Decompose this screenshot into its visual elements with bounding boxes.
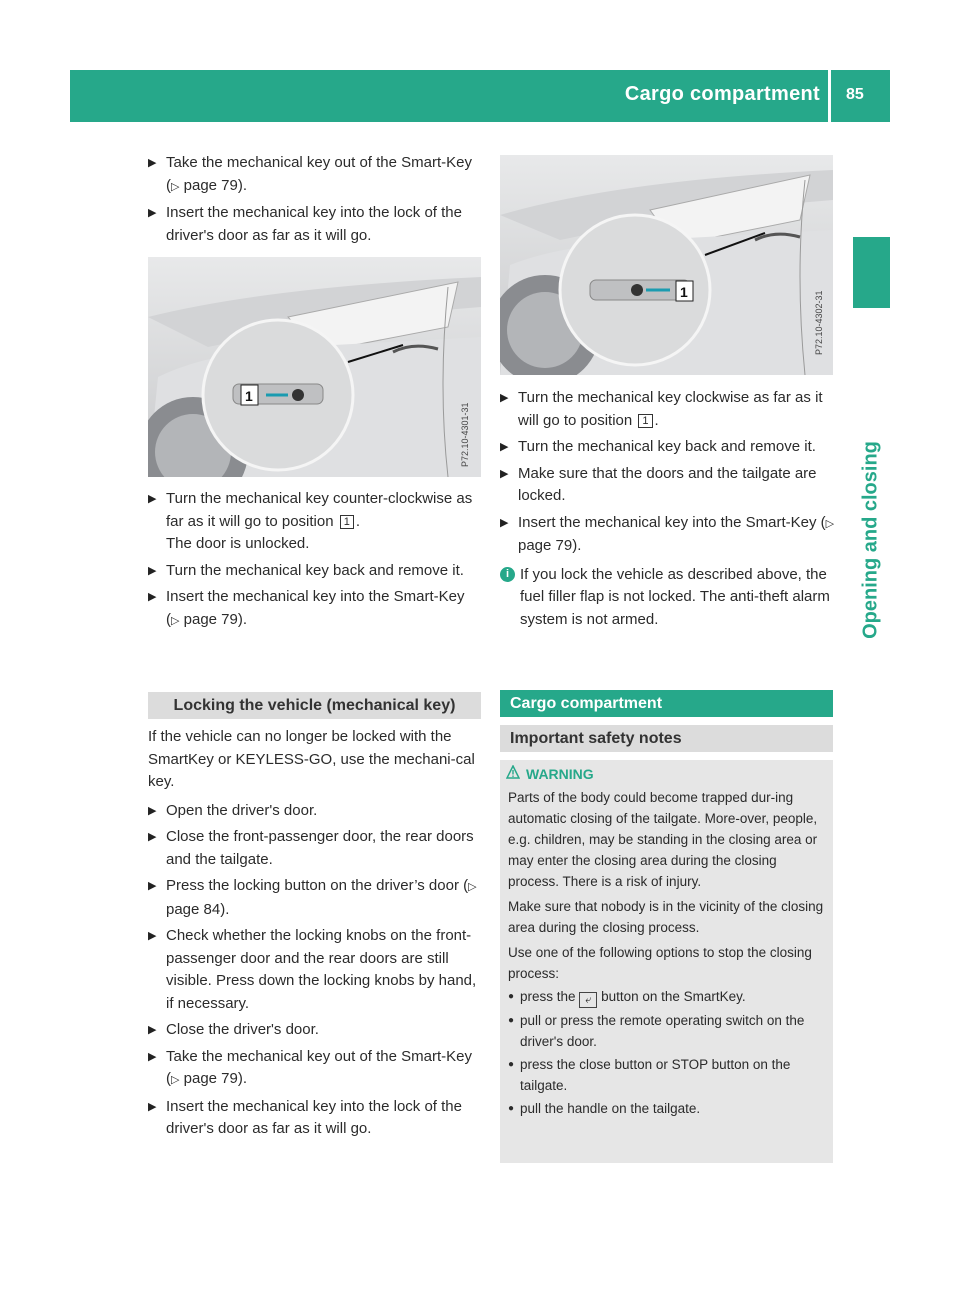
step-press-locking-button (148, 875, 481, 921)
step-arrow-icon: ▶ (148, 564, 157, 577)
step-result: The door is unlocked. (166, 535, 310, 552)
tailgate-button-icon: ⤶ (579, 992, 597, 1008)
side-tab-label: Opening and closing (859, 441, 882, 639)
step-turn-clockwise: ▶ Turn the mechanical key clockwise as far as it will go to position 1 . (500, 389, 823, 429)
step-text: Insert the mechanical key into the lock of the driver's door as far as it will go. (166, 1097, 462, 1137)
warning-triangle-icon (506, 764, 520, 785)
bullet-icon: ● (508, 991, 515, 1002)
step-arrow-icon: ▶ (148, 1050, 157, 1063)
info-note (500, 564, 835, 632)
step-take-key-out (148, 1046, 481, 1092)
bullet-text: pull or press the remote operating switch on the driver's door. (520, 1013, 805, 1049)
position-marker: 1 (638, 414, 652, 428)
step-arrow-icon: ▶ (148, 1100, 157, 1113)
step-arrow-icon: ▶ (148, 880, 157, 892)
step-text: Make sure that the doors and the tailgate are locked. (518, 464, 817, 504)
step-arrow-icon: ▶ (148, 493, 157, 505)
locking-intro: If the vehicle can no longer be locked with the SmartKey or KEYLESS-GO, use the mechani-cal key. (148, 728, 475, 790)
step-turn-counter-clockwise: ▶ Turn the mechanical key counter-clockwise as far as it will go to position 1 . The door is unlocked. (148, 490, 473, 552)
step-text: Take the mechanical key out of the Smart-Key ( (166, 1047, 472, 1087)
step-text: Turn the mechanical key back and remove it. (166, 561, 464, 579)
page-ref-arrow-icon: ▷ (171, 614, 180, 627)
page-ref-link[interactable]: page 79 (183, 1070, 238, 1087)
step-insert-into-lock (148, 1096, 481, 1141)
step-text: Open the driver's door. (166, 801, 318, 819)
header-divider (828, 70, 831, 122)
page-ref-link[interactable]: page 79 (183, 610, 238, 628)
step-text: Take the mechanical key out of the Smart-Key ( (166, 154, 472, 194)
bullet-text: pull the handle on the tailgate. (520, 1101, 701, 1116)
bullet-text: button on the SmartKey. (601, 989, 746, 1004)
step-arrow-icon: ▶ (148, 930, 157, 942)
step-open-door (148, 800, 481, 823)
bullet-item (508, 1054, 825, 1096)
figure-callout: 1 (680, 284, 688, 300)
step-take-key (148, 152, 480, 198)
step-arrow-icon: ▶ (148, 591, 157, 603)
bullet-text: press the close button or STOP button on the tailgate. (520, 1057, 791, 1093)
step-tail: ). (237, 176, 248, 194)
warning-label: WARNING (526, 766, 594, 782)
page-number: 85 (846, 86, 864, 103)
step-close-doors (148, 826, 481, 871)
step-text: Insert the mechanical key into the lock of the driver's door as far as it will go. (166, 204, 462, 244)
step-insert-smartkey (148, 586, 480, 632)
warning-heading (526, 764, 825, 785)
step-text: Insert the mechanical key into the Smart-Key ( (518, 513, 826, 531)
page-ref-arrow-icon: ▷ (171, 1074, 180, 1086)
info-note-text: If you lock the vehicle as described above, the fuel filler flap is not locked. The anti-theft alarm system is not armed. (520, 565, 830, 628)
page-ref-link[interactable]: page 79 (518, 537, 573, 554)
section-heading-locking: Locking the vehicle (mechanical key) (148, 692, 481, 719)
figure-door-lock-left (148, 257, 481, 477)
step-arrow-icon: ▶ (148, 207, 157, 219)
bullet-item (508, 1010, 825, 1052)
warning-paragraph: Make sure that nobody is in the vicinity of the closing area during the closing process. (508, 899, 824, 935)
step-text: Turn the mechanical key back and remove it. (518, 438, 816, 455)
info-icon: i (500, 567, 515, 582)
door-lock-illustration (148, 257, 481, 477)
figure-code: P72.10-4301-31 (460, 402, 470, 467)
step-close-driver-door (148, 1019, 481, 1042)
warning-paragraph: Use one of the following options to stop the closing process: (508, 945, 812, 981)
step-text: Press the locking button on the driver’s door ( (166, 877, 469, 894)
step-text: Turn the mechanical key clockwise as far as it will go to position (518, 389, 823, 429)
right-steps (500, 387, 835, 631)
header-title: Cargo compartment (624, 83, 820, 105)
bullet-item (508, 986, 825, 1008)
step-tail: ). (572, 537, 582, 554)
side-tab-marker (853, 237, 890, 308)
step-text: Insert the mechanical key into the Smart-Key ( (166, 588, 465, 628)
page-ref-arrow-icon: ▷ (825, 517, 835, 530)
step-arrow-icon: ▶ (148, 1024, 157, 1036)
figure-code: P72.10-4302-31 (814, 290, 824, 355)
step-arrow-icon: ▶ (500, 516, 509, 529)
step-arrow-icon: ▶ (500, 392, 509, 404)
bullet-icon: ● (508, 1103, 515, 1114)
step-check-locked (500, 463, 835, 508)
figure-callout: 1 (245, 388, 253, 404)
step-text: Close the driver's door. (166, 1021, 319, 1038)
step-text: Check whether the locking knobs on the front-passenger door and the rear doors are still visible. Press down the locking knobs by hand, if necessary. (166, 927, 477, 1012)
step-arrow-icon: ▶ (148, 804, 157, 817)
step-tail: ). (237, 1070, 248, 1087)
step-text: Turn the mechanical key counter-clockwise as far as it will go to position (166, 490, 473, 530)
figure-door-lock-right (500, 155, 833, 375)
step-arrow-icon: ▶ (148, 157, 157, 169)
step-insert-smartkey (500, 512, 835, 558)
step-turn-back (148, 560, 480, 583)
door-lock-illustration (500, 155, 833, 375)
bullet-item (508, 1098, 825, 1119)
bullet-icon: ● (508, 1015, 515, 1026)
page-ref-arrow-icon: ▷ (171, 180, 180, 193)
bullet-icon: ● (508, 1059, 515, 1070)
step-check-locking-knobs (148, 925, 481, 1015)
step-arrow-icon: ▶ (148, 831, 157, 843)
position-marker: 1 (340, 515, 354, 529)
left-mid-steps (148, 488, 480, 636)
step-turn-back (500, 436, 835, 459)
step-arrow-icon: ▶ (500, 467, 509, 480)
warning-paragraph: Parts of the body could become trapped dur-ing automatic closing of the tailgate. More-over, people, e.g. children, may be standing in the closing area or may enter the closing area during the closing process. There is a risk of injury. (508, 790, 818, 889)
page-ref-link[interactable]: page 84 (166, 900, 221, 918)
subheading-safety-notes: Important safety notes (500, 725, 833, 752)
step-text: Close the front-passenger door, the rear doors and the tailgate. (166, 828, 474, 868)
step-arrow-icon: ▶ (500, 441, 509, 453)
step-insert-key (148, 202, 480, 247)
left-top-steps (148, 152, 480, 251)
bullet-text: press the (520, 989, 576, 1004)
step-tail: ). (220, 900, 230, 918)
step-tail: ). (237, 610, 248, 628)
section-heading-cargo: Cargo compartment (500, 690, 833, 717)
page-ref-link[interactable]: page 79 (183, 176, 238, 194)
locking-section-body (148, 726, 481, 1145)
page-ref-arrow-icon: ▷ (468, 881, 477, 893)
warning-box (500, 760, 833, 1163)
